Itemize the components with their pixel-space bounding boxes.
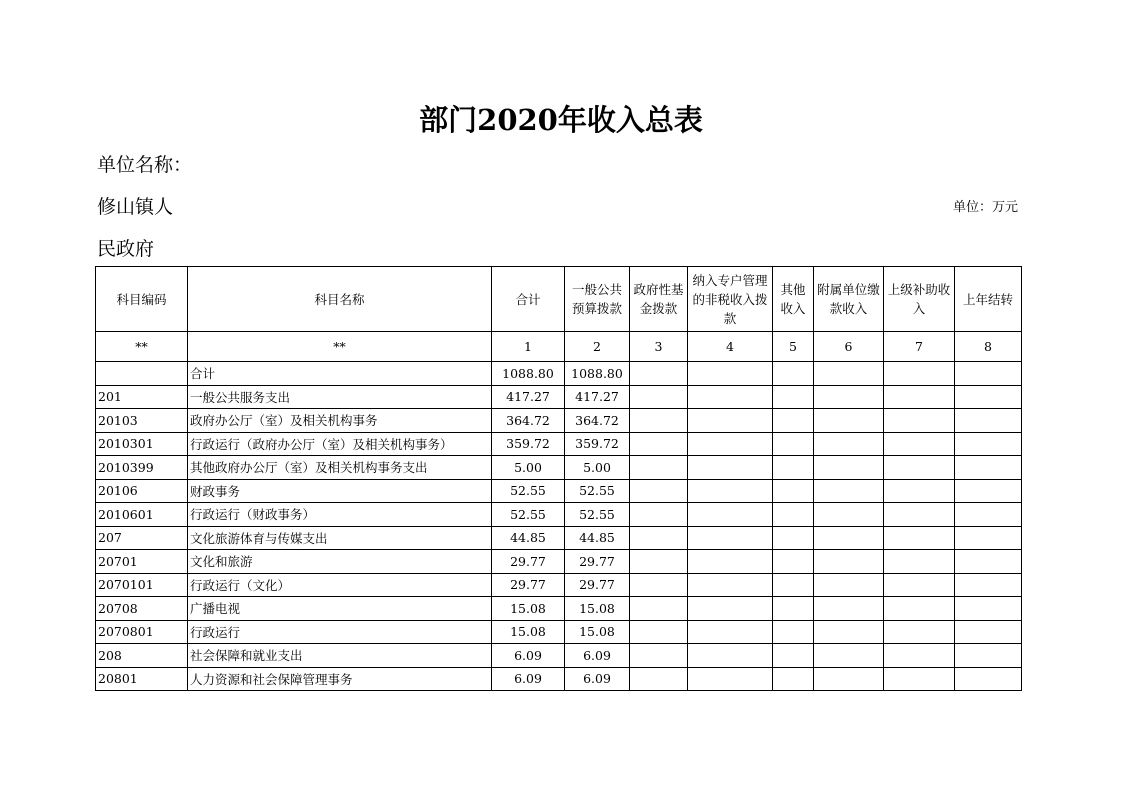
- amount-cell: [955, 456, 1022, 480]
- subject-code-cell: 2010301: [96, 432, 188, 456]
- amount-cell: [773, 385, 814, 409]
- amount-cell: 6.09: [565, 667, 630, 691]
- amount-cell: [955, 385, 1022, 409]
- subject-name-cell: 广播电视: [188, 597, 492, 621]
- amount-cell: [884, 432, 955, 456]
- amount-cell: 1088.80: [492, 362, 565, 386]
- amount-cell: 417.27: [492, 385, 565, 409]
- table-row: [96, 597, 1022, 621]
- header-cell: 科目名称: [188, 267, 492, 332]
- index-cell: 7: [884, 332, 955, 362]
- header-cell: 合计: [492, 267, 565, 332]
- unit-name-line-2: 民政府: [97, 238, 155, 260]
- amount-cell: [884, 456, 955, 480]
- amount-cell: [630, 503, 688, 527]
- amount-cell: [773, 597, 814, 621]
- amount-cell: [814, 620, 884, 644]
- amount-cell: [688, 432, 773, 456]
- amount-cell: 6.09: [565, 644, 630, 668]
- currency-unit: 单位：万元: [952, 200, 1018, 215]
- subject-name-cell: 政府办公厅（室）及相关机构事务: [188, 409, 492, 433]
- amount-cell: [955, 526, 1022, 550]
- subject-name-cell: 社会保障和就业支出: [188, 644, 492, 668]
- amount-cell: [630, 456, 688, 480]
- amount-cell: [630, 362, 688, 386]
- amount-cell: [955, 503, 1022, 527]
- index-cell: **: [96, 332, 188, 362]
- amount-cell: [688, 644, 773, 668]
- table-row: [96, 573, 1022, 597]
- index-cell: 1: [492, 332, 565, 362]
- subject-code-cell: 2070101: [96, 573, 188, 597]
- header-row: [96, 267, 1022, 332]
- subject-code-cell: 2010601: [96, 503, 188, 527]
- header-cell: 科目编码: [96, 267, 188, 332]
- index-cell: 8: [955, 332, 1022, 362]
- table-row: [96, 385, 1022, 409]
- header-cell: 一般公共预算拨款: [565, 267, 630, 332]
- amount-cell: [884, 573, 955, 597]
- amount-cell: [773, 526, 814, 550]
- amount-cell: [688, 503, 773, 527]
- amount-cell: 6.09: [492, 644, 565, 668]
- amount-cell: [773, 409, 814, 433]
- amount-cell: [773, 479, 814, 503]
- amount-cell: [630, 479, 688, 503]
- subject-code-cell: 207: [96, 526, 188, 550]
- amount-cell: [955, 597, 1022, 621]
- subject-code-cell: 20801: [96, 667, 188, 691]
- amount-cell: 52.55: [492, 479, 565, 503]
- amount-cell: 5.00: [565, 456, 630, 480]
- amount-cell: [884, 667, 955, 691]
- amount-cell: 29.77: [565, 550, 630, 574]
- subject-code-cell: 20708: [96, 597, 188, 621]
- amount-cell: [955, 550, 1022, 574]
- table-row: [96, 409, 1022, 433]
- amount-cell: 359.72: [492, 432, 565, 456]
- subject-name-cell: 行政运行: [188, 620, 492, 644]
- index-cell: 3: [630, 332, 688, 362]
- header-cell: 其他收入: [773, 267, 814, 332]
- subject-name-cell: 人力资源和社会保障管理事务: [188, 667, 492, 691]
- table-row: [96, 456, 1022, 480]
- amount-cell: [630, 526, 688, 550]
- amount-cell: 417.27: [565, 385, 630, 409]
- amount-cell: 15.08: [565, 620, 630, 644]
- amount-cell: [773, 503, 814, 527]
- amount-cell: [688, 362, 773, 386]
- amount-cell: [814, 644, 884, 668]
- amount-cell: [688, 597, 773, 621]
- amount-cell: [884, 385, 955, 409]
- amount-cell: [688, 479, 773, 503]
- amount-cell: [688, 526, 773, 550]
- amount-cell: 15.08: [492, 597, 565, 621]
- amount-cell: 15.08: [492, 620, 565, 644]
- table-row: [96, 432, 1022, 456]
- table-row: [96, 503, 1022, 527]
- table-row: [96, 620, 1022, 644]
- amount-cell: [814, 409, 884, 433]
- subject-name-cell: 行政运行（文化）: [188, 573, 492, 597]
- amount-cell: 29.77: [565, 573, 630, 597]
- amount-cell: [630, 550, 688, 574]
- subject-code-cell: 20103: [96, 409, 188, 433]
- table-row: [96, 667, 1022, 691]
- subject-name-cell: 其他政府办公厅（室）及相关机构事务支出: [188, 456, 492, 480]
- amount-cell: [955, 479, 1022, 503]
- amount-cell: 5.00: [492, 456, 565, 480]
- table-row: [96, 479, 1022, 503]
- income-table: [95, 266, 1022, 691]
- header-cell: 上年结转: [955, 267, 1022, 332]
- amount-cell: [630, 573, 688, 597]
- amount-cell: [884, 409, 955, 433]
- unit-name-line-1: 修山镇人: [97, 196, 174, 218]
- amount-cell: [814, 385, 884, 409]
- header-cell: 纳入专户管理的非税收入拨款: [688, 267, 773, 332]
- amount-cell: [955, 409, 1022, 433]
- amount-cell: [884, 362, 955, 386]
- page-title: 部门2020年收入总表: [419, 103, 703, 137]
- amount-cell: [814, 667, 884, 691]
- amount-cell: [814, 362, 884, 386]
- subject-name-cell: 文化旅游体育与传媒支出: [188, 526, 492, 550]
- amount-cell: 52.55: [492, 503, 565, 527]
- index-cell: 4: [688, 332, 773, 362]
- amount-cell: [955, 573, 1022, 597]
- amount-cell: [630, 597, 688, 621]
- unit-name-label: 单位名称：: [97, 154, 193, 176]
- amount-cell: [688, 409, 773, 433]
- amount-cell: 29.77: [492, 550, 565, 574]
- subject-code-cell: 208: [96, 644, 188, 668]
- index-cell: 2: [565, 332, 630, 362]
- amount-cell: [884, 479, 955, 503]
- amount-cell: [814, 597, 884, 621]
- amount-cell: [884, 550, 955, 574]
- subject-code-cell: 2010399: [96, 456, 188, 480]
- amount-cell: [630, 409, 688, 433]
- amount-cell: [814, 456, 884, 480]
- index-cell: 6: [814, 332, 884, 362]
- amount-cell: [773, 456, 814, 480]
- amount-cell: [955, 362, 1022, 386]
- subject-name-cell: 文化和旅游: [188, 550, 492, 574]
- amount-cell: 364.72: [492, 409, 565, 433]
- table-row: [96, 526, 1022, 550]
- amount-cell: [773, 362, 814, 386]
- amount-cell: [630, 667, 688, 691]
- subject-code-cell: 2070801: [96, 620, 188, 644]
- amount-cell: [814, 479, 884, 503]
- amount-cell: [814, 526, 884, 550]
- subject-name-cell: 财政事务: [188, 479, 492, 503]
- amount-cell: [773, 550, 814, 574]
- subject-name-cell: 一般公共服务支出: [188, 385, 492, 409]
- amount-cell: 52.55: [565, 503, 630, 527]
- subject-code-cell: 20106: [96, 479, 188, 503]
- amount-cell: [773, 432, 814, 456]
- amount-cell: [630, 620, 688, 644]
- table-row: [96, 362, 1022, 386]
- amount-cell: [688, 385, 773, 409]
- amount-cell: [955, 667, 1022, 691]
- amount-cell: [955, 620, 1022, 644]
- amount-cell: [688, 667, 773, 691]
- subject-name-cell: 行政运行（政府办公厅（室）及相关机构事务）: [188, 432, 492, 456]
- amount-cell: 1088.80: [565, 362, 630, 386]
- index-cell: 5: [773, 332, 814, 362]
- amount-cell: [688, 573, 773, 597]
- table-body: [96, 362, 1022, 691]
- index-cell: **: [188, 332, 492, 362]
- header-cell: 政府性基金拨款: [630, 267, 688, 332]
- amount-cell: [884, 597, 955, 621]
- subject-code-cell: 20701: [96, 550, 188, 574]
- header-cell: 上级补助收入: [884, 267, 955, 332]
- amount-cell: [630, 644, 688, 668]
- amount-cell: [955, 432, 1022, 456]
- amount-cell: [814, 503, 884, 527]
- amount-cell: [773, 667, 814, 691]
- amount-cell: [884, 526, 955, 550]
- subject-code-cell: [96, 362, 188, 386]
- amount-cell: 15.08: [565, 597, 630, 621]
- header-cell: 附属单位缴款收入: [814, 267, 884, 332]
- amount-cell: 364.72: [565, 409, 630, 433]
- amount-cell: [814, 573, 884, 597]
- amount-cell: 44.85: [565, 526, 630, 550]
- amount-cell: [884, 503, 955, 527]
- index-row: [96, 332, 1022, 362]
- subject-code-cell: 201: [96, 385, 188, 409]
- amount-cell: [814, 550, 884, 574]
- amount-cell: [630, 432, 688, 456]
- amount-cell: [884, 644, 955, 668]
- amount-cell: 44.85: [492, 526, 565, 550]
- amount-cell: [814, 432, 884, 456]
- amount-cell: [688, 620, 773, 644]
- amount-cell: [884, 620, 955, 644]
- amount-cell: [688, 550, 773, 574]
- amount-cell: 359.72: [565, 432, 630, 456]
- amount-cell: [955, 644, 1022, 668]
- subject-name-cell: 合计: [188, 362, 492, 386]
- amount-cell: 29.77: [492, 573, 565, 597]
- subject-name-cell: 行政运行（财政事务）: [188, 503, 492, 527]
- amount-cell: [773, 573, 814, 597]
- table-row: [96, 550, 1022, 574]
- amount-cell: [773, 644, 814, 668]
- amount-cell: 52.55: [565, 479, 630, 503]
- amount-cell: [688, 456, 773, 480]
- table-row: [96, 644, 1022, 668]
- amount-cell: [630, 385, 688, 409]
- amount-cell: 6.09: [492, 667, 565, 691]
- amount-cell: [773, 620, 814, 644]
